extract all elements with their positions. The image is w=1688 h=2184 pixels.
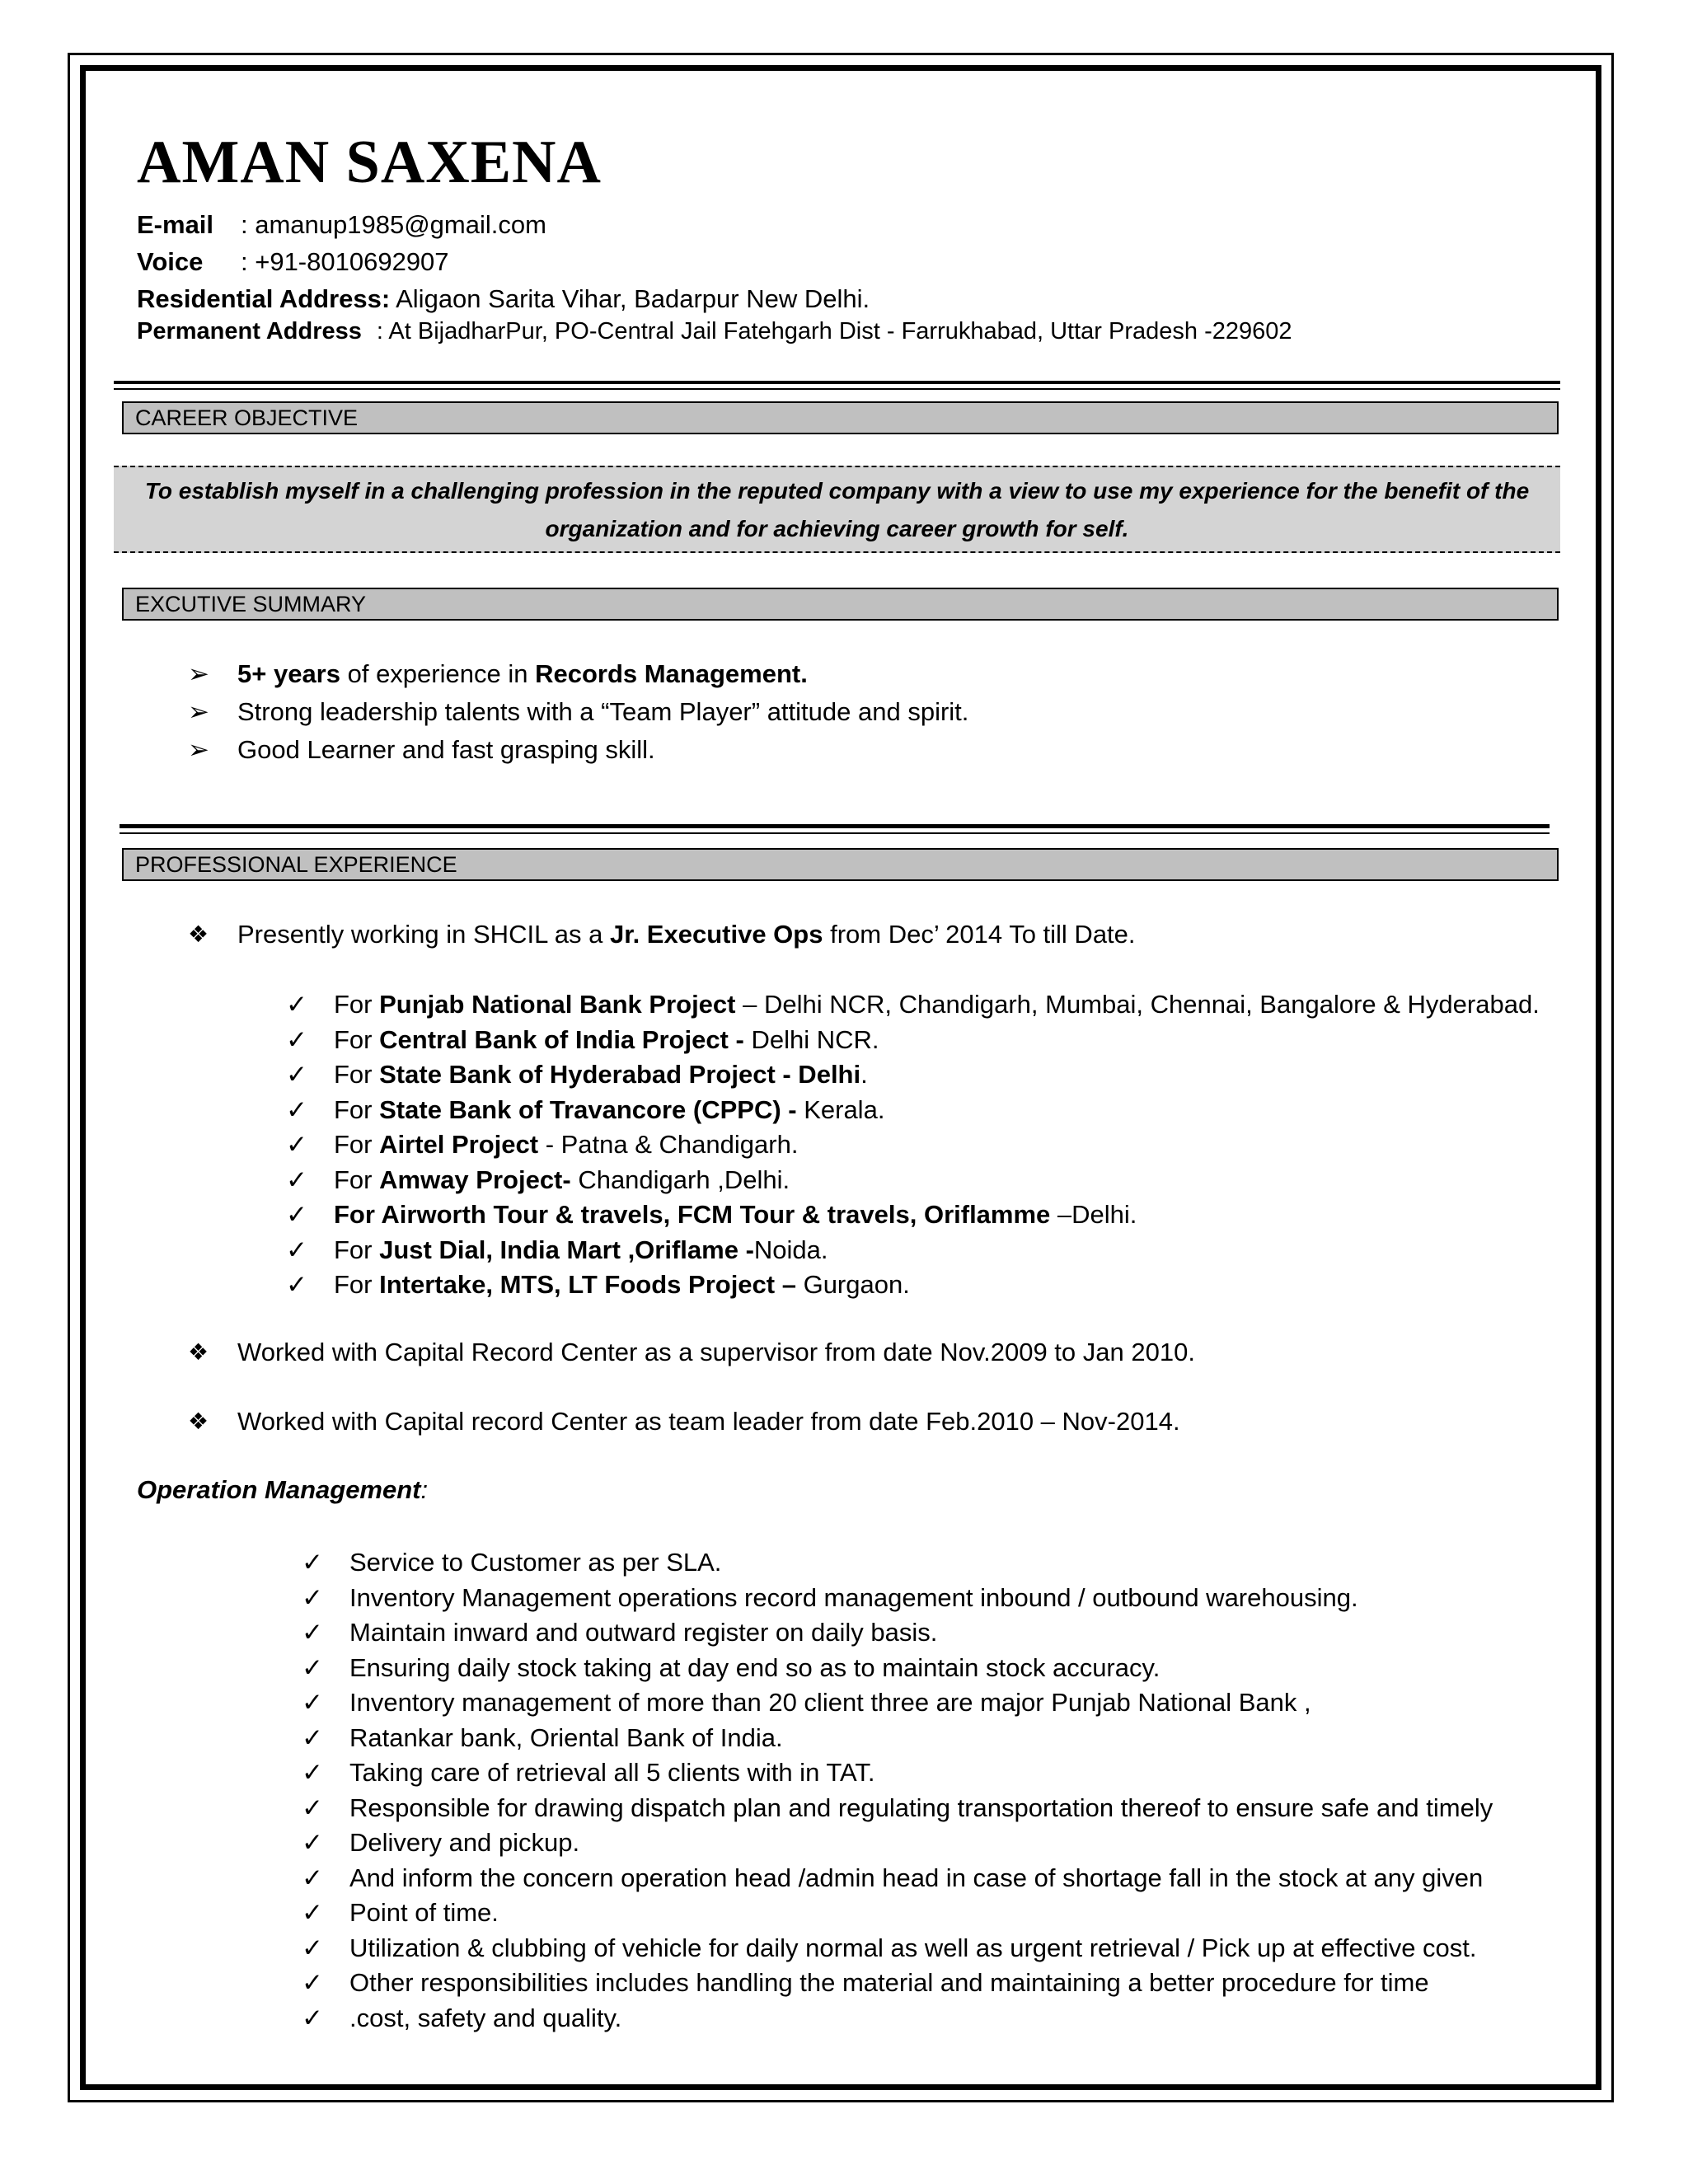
permanent-label: Permanent Address [137,318,362,344]
check-icon: ✓ [302,1933,323,1962]
arrow-bullet-icon: ➢ [188,659,209,688]
operation-item: ✓ Delivery and pickup. [302,1825,1493,1861]
project-item: ✓ For State Bank of Travancore (CPPC) - Kerala. [286,1093,1540,1128]
summary-item: ➢ Good Learner and fast grasping skill. [188,731,968,769]
residential-address-line [137,286,870,312]
divider-thick [120,824,1550,828]
project-item: ✓ For Just Dial, India Mart ,Oriflame -Noida. [286,1233,1540,1268]
check-icon: ✓ [286,1200,307,1229]
operation-item: ✓ And inform the concern operation head /admin head in case of shortage fall in the stock at any given [302,1861,1493,1896]
check-icon: ✓ [302,1652,323,1682]
operation-list [302,1545,1493,2036]
divider-thick [114,381,1560,384]
operation-item: ✓ Responsible for drawing dispatch plan and regulating transportation thereof to ensure safe and timely [302,1791,1493,1826]
voice-value: : +91-8010692907 [241,247,449,276]
summary-item: ➢ Strong leadership talents with a “Team Player” attitude and spirit. [188,693,968,731]
experience-item: ❖ Worked with Capital Record Center as a supervisor from date Nov.2009 to Jan 2010. [188,1335,1195,1370]
experience-item: ❖ Worked with Capital record Center as team leader from date Feb.2010 – Nov-2014. [188,1404,1180,1439]
check-icon: ✓ [302,1898,323,1927]
diamond-bullet-icon: ❖ [188,1339,209,1365]
operation-item: ✓ Taking care of retrieval all 5 clients with in TAT. [302,1755,1493,1791]
email-line [137,212,546,237]
operation-item: ✓ .cost, safety and quality. [302,2001,1493,2036]
check-icon: ✓ [286,990,307,1019]
operation-item: ✓ Point of time. [302,1896,1493,1931]
check-icon: ✓ [302,1582,323,1612]
section-heading-executive-summary: EXCUTIVE SUMMARY [122,588,1559,621]
check-icon: ✓ [286,1165,307,1194]
permanent-address-line [137,320,1292,344]
project-item: ✓ For Airworth Tour & travels, FCM Tour & travels, Oriflamme –Delhi. [286,1197,1540,1233]
check-icon: ✓ [302,1758,323,1787]
project-item: ✓ For Amway Project- Chandigarh ,Delhi. [286,1163,1540,1198]
permanent-value: : At BijadharPur, PO-Central Jail Fatehgarh Dist - Farrukhabad, Uttar Pradesh -229602 [376,318,1292,344]
arrow-bullet-icon: ➢ [188,697,209,726]
email-label: E-mail [137,210,214,239]
check-icon: ✓ [302,1793,323,1822]
diamond-bullet-icon: ❖ [188,1408,209,1434]
summary-list [188,655,968,769]
operation-management-heading: Operation Management: [137,1475,429,1504]
operation-item: ✓ Utilization & clubbing of vehicle for daily normal as well as urgent retrieval / Pick up at effective cost. [302,1931,1493,1966]
arrow-bullet-icon: ➢ [188,735,209,764]
check-icon: ✓ [302,1968,323,1997]
voice-line [137,249,449,274]
section-heading-career-objective: CAREER OBJECTIVE [122,401,1559,434]
career-objective-text [114,466,1560,553]
check-icon: ✓ [302,2003,323,2032]
project-item: ✓ For Airtel Project - Patna & Chandigarh. [286,1127,1540,1163]
project-item: ✓ For Punjab National Bank Project – Delhi NCR, Chandigarh, Mumbai, Chennai, Bangalore & Hyderabad. [286,987,1540,1023]
residential-label: Residential Address: [137,284,391,313]
operation-item: ✓ Inventory management of more than 20 client three are major Punjab National Bank , [302,1685,1493,1721]
experience-item: ❖ Presently working in SHCIL as a Jr. Executive Ops from Dec’ 2014 To till Date. [188,917,1136,952]
project-item: ✓ For State Bank of Hyderabad Project - Delhi. [286,1057,1540,1093]
check-icon: ✓ [302,1688,323,1717]
diamond-bullet-icon: ❖ [188,921,209,947]
operation-item: ✓ Maintain inward and outward register on daily basis. [302,1615,1493,1651]
email-value: : amanup1985@gmail.com [241,210,546,239]
check-icon: ✓ [302,1548,323,1577]
divider-thin [114,388,1560,390]
check-icon: ✓ [286,1270,307,1299]
check-icon: ✓ [286,1235,307,1264]
check-icon: ✓ [302,1828,323,1857]
divider-thin [120,832,1550,834]
objective-line-1: To establish myself in a challenging profession in the reputed company with a view to use my experience for the benefit of the [144,478,1530,504]
project-item: ✓ For Intertake, MTS, LT Foods Project – Gurgaon. [286,1268,1540,1303]
objective-line-2: organization and for achieving career growth for self. [545,516,1129,541]
check-icon: ✓ [286,1130,307,1159]
residential-value: Aligaon Sarita Vihar, Badarpur New Delhi. [390,284,870,313]
current-role [188,917,1136,952]
voice-label: Voice [137,247,204,276]
check-icon: ✓ [302,1863,323,1892]
operation-item: ✓ Ensuring daily stock taking at day end so as to maintain stock accuracy. [302,1651,1493,1686]
project-item: ✓ For Central Bank of India Project - Delhi NCR. [286,1023,1540,1058]
operation-item: ✓ Inventory Management operations record management inbound / outbound warehousing. [302,1581,1493,1616]
check-icon: ✓ [302,1618,323,1647]
candidate-name: AMAN SAXENA [137,129,602,196]
operation-item: ✓ Service to Customer as per SLA. [302,1545,1493,1581]
check-icon: ✓ [286,1060,307,1089]
project-list [286,987,1540,1303]
check-icon: ✓ [286,1094,307,1124]
check-icon: ✓ [286,1024,307,1054]
prior-role [188,1335,1195,1370]
section-heading-professional-experience: PROFESSIONAL EXPERIENCE [122,848,1559,881]
prior-role [188,1404,1180,1439]
summary-item: ➢ 5+ years of experience in Records Management. [188,655,968,693]
check-icon: ✓ [302,1722,323,1752]
operation-item: ✓ Other responsibilities includes handling the material and maintaining a better procedure for time [302,1966,1493,2001]
operation-item: ✓ Ratankar bank, Oriental Bank of India. [302,1721,1493,1756]
